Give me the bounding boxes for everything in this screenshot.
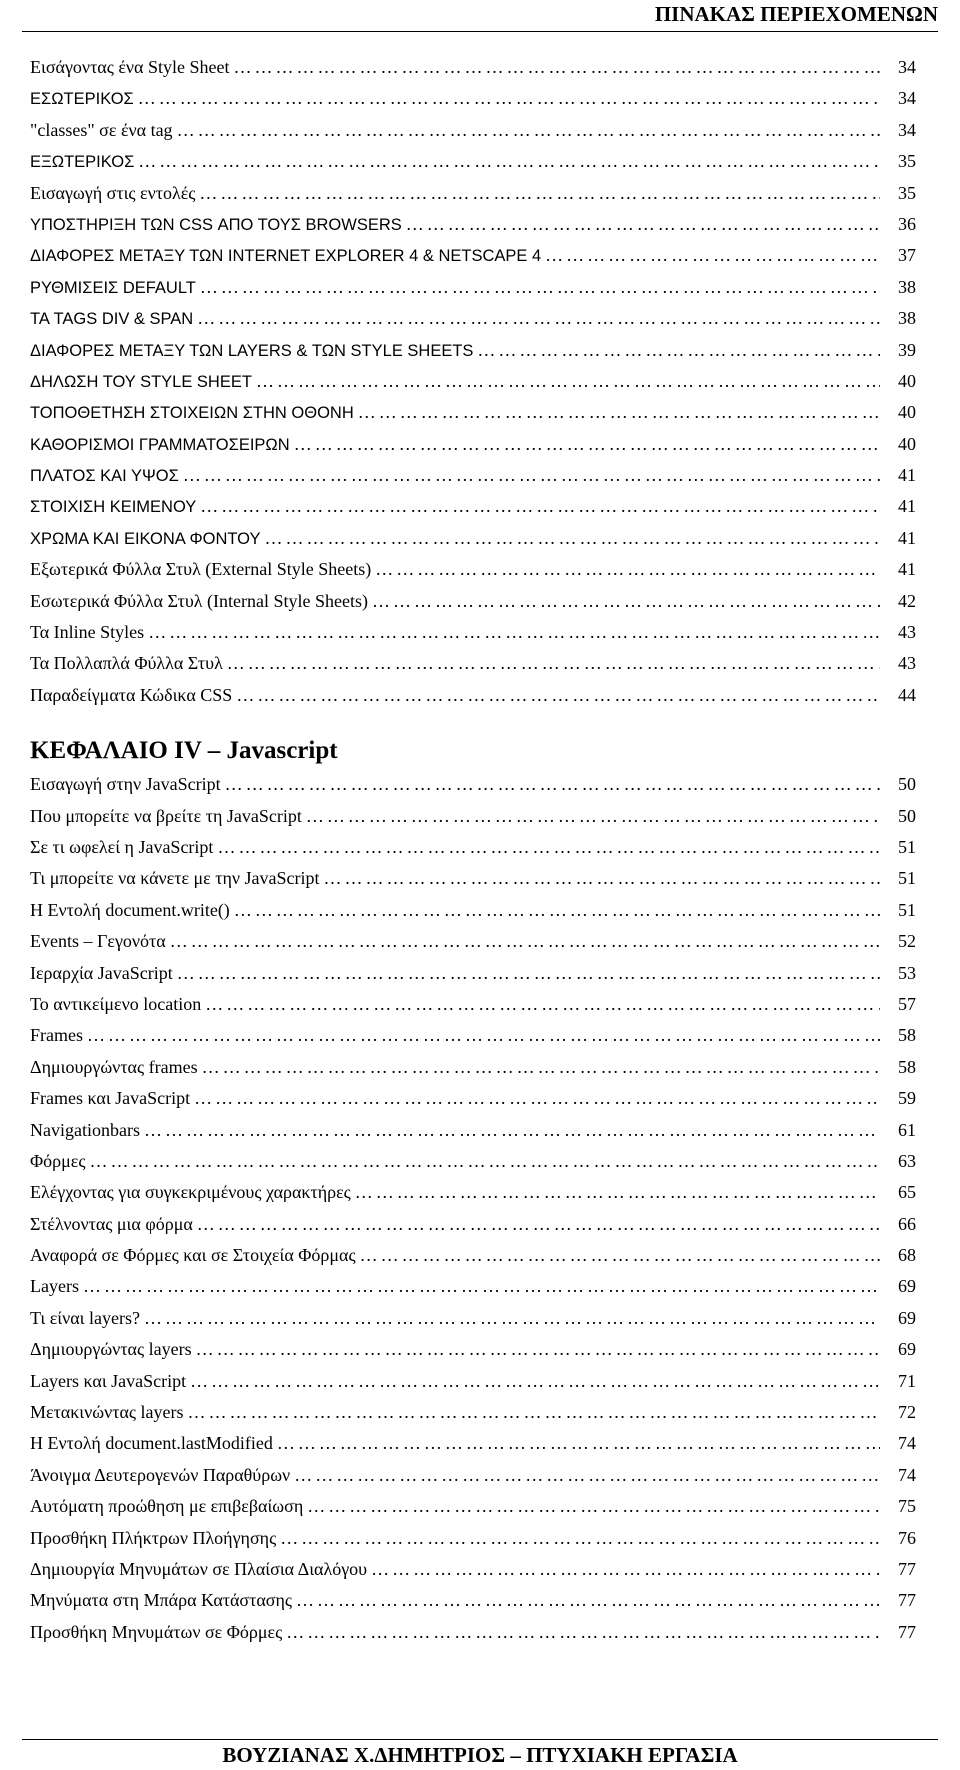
- toc-entry: [30, 83, 916, 114]
- toc-entry: [30, 648, 916, 679]
- toc-dot-leader: [371, 1554, 880, 1585]
- toc-page-number: 36: [898, 213, 916, 234]
- toc-entry: [30, 1523, 916, 1554]
- toc-page-number: 34: [898, 119, 916, 140]
- toc-page-number: 39: [898, 339, 916, 360]
- toc-entry-title: ΕΣΩΤΕΡΙΚΟΣ: [30, 90, 134, 109]
- toc-entry-title: ΠΛΑΤΟΣ ΚΑΙ ΥΨΟΣ: [30, 467, 179, 486]
- toc-dot-leader: [188, 1397, 880, 1428]
- toc-entry-title: Προσθήκη Πλήκτρων Πλοήγησης: [30, 1527, 277, 1548]
- toc-entry-title: Frames και JavaScript: [30, 1088, 191, 1109]
- toc-page-number: 66: [898, 1213, 916, 1234]
- toc-dot-leader: [307, 1491, 880, 1522]
- toc-entry-title: Ιεραρχία JavaScript: [30, 962, 173, 983]
- toc-page-number: 38: [898, 276, 916, 297]
- toc-entry-title: Σε τι ωφελεί η JavaScript: [30, 836, 214, 857]
- toc-entry-title: "classes" σε ένα tag: [30, 119, 173, 140]
- toc-page-number: 75: [898, 1496, 916, 1517]
- toc-entry-title: ΕΞΩΤΕΡΙΚΟΣ: [30, 153, 135, 172]
- toc-entry: [30, 1115, 916, 1146]
- toc-entry: [30, 178, 916, 209]
- toc-page-number: 40: [898, 433, 916, 454]
- toc-entry-title: Τι είναι layers?: [30, 1307, 140, 1328]
- toc-entry: [30, 366, 916, 397]
- toc-entry: [30, 586, 916, 617]
- toc-entry: [30, 1209, 916, 1240]
- toc-dot-leader: [358, 397, 880, 428]
- toc-entry: [30, 832, 916, 863]
- footer-divider: [22, 1739, 938, 1740]
- toc-page-number: 50: [898, 805, 916, 826]
- toc-entry-title: Η Εντολή document.write(): [30, 899, 230, 920]
- toc-page-number: 74: [898, 1433, 916, 1454]
- toc-entry: [30, 926, 916, 957]
- toc-page-number: 68: [898, 1245, 916, 1266]
- toc-dot-leader: [202, 1052, 880, 1083]
- toc-entry: [30, 863, 916, 894]
- toc-dot-leader: [138, 83, 880, 114]
- toc-dot-leader: [256, 366, 880, 397]
- toc-dot-leader: [277, 1428, 880, 1459]
- toc-entry-title: Εισαγωγή στην JavaScript: [30, 774, 221, 795]
- toc-dot-leader: [225, 769, 880, 800]
- toc-entry-title: Τα Inline Styles: [30, 622, 145, 643]
- toc-dot-leader: [190, 1366, 880, 1397]
- toc-dot-leader: [200, 491, 880, 522]
- toc-dot-leader: [355, 1177, 880, 1208]
- toc-entry: [30, 240, 916, 271]
- toc-entry-title: Που μπορείτε να βρείτε τη JavaScript: [30, 805, 302, 826]
- toc-entry-title: Τι μπορείτε να κάνετε με την JavaScript: [30, 868, 320, 889]
- toc-entry: [30, 523, 916, 554]
- toc-dot-leader: [197, 1209, 880, 1240]
- toc-entry: [30, 617, 916, 648]
- toc-dot-leader: [200, 272, 880, 303]
- toc-entry-title: Layers και JavaScript: [30, 1370, 187, 1391]
- toc-dot-leader: [83, 1271, 880, 1302]
- toc-entry: [30, 1460, 916, 1491]
- toc-entry: [30, 491, 916, 522]
- toc-entry-title: Η Εντολή document.lastModified: [30, 1433, 273, 1454]
- toc-entry-title: Events – Γεγονότα: [30, 931, 166, 952]
- toc-dot-leader: [545, 240, 880, 271]
- toc-page-number: 41: [898, 527, 916, 548]
- toc-entry-title: Εισάγοντας ένα Style Sheet: [30, 57, 230, 77]
- page-footer: ΒΟΥΖΙΑΝΑΣ Χ.ΔΗΜΗΤΡΙΟΣ – ΠΤΥΧΙΑΚΗ ΕΡΓΑΣΙΑ: [222, 1743, 738, 1767]
- toc-page-number: 41: [898, 496, 916, 517]
- toc-entry-title: Αναφορά σε Φόρμες και σε Στοιχεία Φόρμας: [30, 1245, 356, 1266]
- toc-entry: [30, 272, 916, 303]
- toc-page-number: 61: [898, 1119, 916, 1140]
- toc-dot-leader: [217, 832, 880, 863]
- toc-entry-title: Frames: [30, 1025, 83, 1046]
- toc-page-number: 37: [898, 245, 916, 266]
- toc-page-number: 71: [898, 1370, 916, 1391]
- toc-page-number: 52: [898, 931, 916, 952]
- toc-entry-title: ΡΥΘΜΙΣΕΙΣ DEFAULT: [30, 278, 196, 297]
- toc-dot-leader: [144, 1303, 880, 1334]
- toc-entry: [30, 1240, 916, 1271]
- toc-entry: [30, 801, 916, 832]
- toc-page-number: 42: [898, 590, 916, 611]
- toc-page-number: 77: [898, 1590, 916, 1611]
- toc-page-number: 43: [898, 653, 916, 674]
- toc-entry-title: Δημιουργία Μηνυμάτων σε Πλαίσια Διαλόγου: [30, 1558, 368, 1579]
- toc-page-number: 72: [898, 1402, 916, 1423]
- toc-page-number: 41: [898, 465, 916, 486]
- toc-dot-leader: [196, 1334, 880, 1365]
- toc-entry: [30, 895, 916, 926]
- toc-dot-leader: [197, 303, 880, 334]
- toc-page-number: 58: [898, 1056, 916, 1077]
- toc-page-number: 76: [898, 1527, 916, 1548]
- toc-entry-title: Εισαγωγή στις εντολές: [30, 182, 196, 203]
- toc-entry-title: Layers: [30, 1276, 79, 1297]
- toc-entry: [30, 1585, 916, 1616]
- toc-dot-leader: [205, 989, 880, 1020]
- toc-entry: [30, 1271, 916, 1302]
- toc-page-number: 40: [898, 370, 916, 391]
- toc-dot-leader: [144, 1115, 880, 1146]
- toc-entry-title: Άνοιγμα Δευτερογενών Παραθύρων: [30, 1464, 291, 1485]
- toc-entry: [30, 1428, 916, 1459]
- toc-entry: [30, 115, 916, 146]
- toc-page-number: 51: [898, 836, 916, 857]
- toc-entry: [30, 1554, 916, 1585]
- toc-page-number: 34: [898, 88, 916, 109]
- toc-page-number: 44: [898, 684, 916, 705]
- page-header: ΠΙΝΑΚΑΣ ΠΕΡΙΕΧΟΜΕΝΩΝ: [654, 2, 938, 26]
- toc-dot-leader: [406, 209, 880, 240]
- toc-entry: [30, 680, 916, 711]
- toc-entry-title: ΤΑ TAGS DIV & SPAN: [30, 310, 194, 329]
- toc-entry-title: Προσθήκη Μηνυμάτων σε Φόρμες: [30, 1621, 283, 1642]
- toc-entry-title: Μετακινώντας layers: [30, 1402, 184, 1423]
- toc-dot-leader: [375, 554, 880, 585]
- toc-page-number: 34: [898, 57, 916, 77]
- toc-entry: [30, 460, 916, 491]
- toc-page-number: 43: [898, 622, 916, 643]
- toc-dot-leader: [170, 926, 880, 957]
- toc-entry: [30, 769, 916, 800]
- toc-dot-leader: [177, 958, 880, 989]
- toc-entry-title: Εξωτερικά Φύλλα Στυλ (External Style Sheets): [30, 559, 372, 580]
- toc-entry-title: ΔΙΑΦΟΡΕΣ ΜΕΤΑΞΥ ΤΩΝ INTERNET EXPLORER 4 & NETSCAPE 4: [30, 247, 542, 266]
- toc-dot-leader: [234, 895, 880, 926]
- table-of-contents: [30, 52, 916, 1648]
- toc-entry: [30, 1177, 916, 1208]
- toc-page-number: 51: [898, 868, 916, 889]
- toc-entry-title: ΥΠΟΣΤΗΡΙΞΗ ΤΩΝ CSS ΑΠΟ ΤΟΥΣ BROWSERS: [30, 215, 402, 234]
- toc-page-number: 77: [898, 1621, 916, 1642]
- toc-page-number: 63: [898, 1150, 916, 1171]
- toc-dot-leader: [264, 523, 880, 554]
- toc-entry-title: Μηνύματα στη Μπάρα Κατάστασης: [30, 1590, 293, 1611]
- toc-entry-title: Δημιουργώντας frames: [30, 1056, 198, 1077]
- toc-entry: [30, 1020, 916, 1051]
- toc-dot-leader: [138, 146, 880, 177]
- toc-entry-title: Τα Πολλαπλά Φύλλα Στυλ: [30, 653, 223, 674]
- toc-page-number: 77: [898, 1558, 916, 1579]
- toc-entry: [30, 52, 916, 83]
- toc-entry: [30, 1083, 916, 1114]
- chapter-heading: ΚΕΦΑΛΑΙΟ IV – Javascript: [30, 737, 338, 765]
- toc-entry-title: Δημιουργώντας layers: [30, 1339, 192, 1360]
- toc-page-number: 53: [898, 962, 916, 983]
- toc-entry: [30, 303, 916, 334]
- toc-entry-title: ΚΑΘΟΡΙΣΜΟΙ ΓΡΑΜΜΑΤΟΣΕΙΡΩΝ: [30, 435, 290, 454]
- toc-entry-title: ΣΤΟΙΧΙΣΗ ΚΕΙΜΕΝΟΥ: [30, 498, 197, 517]
- toc-dot-leader: [294, 1460, 880, 1491]
- toc-entry-title: Αυτόματη προώθηση με επιβεβαίωση: [30, 1496, 304, 1517]
- toc-entry: [30, 146, 916, 177]
- toc-entry: [30, 429, 916, 460]
- toc-page-number: 35: [898, 182, 916, 203]
- toc-dot-leader: [280, 1523, 880, 1554]
- toc-entry-title: Παραδείγματα Κώδικα CSS: [30, 684, 233, 705]
- toc-page-number: 58: [898, 1025, 916, 1046]
- toc-dot-leader: [296, 1585, 880, 1616]
- toc-entry: [30, 1303, 916, 1334]
- toc-dot-leader: [477, 335, 880, 366]
- toc-dot-leader: [148, 617, 880, 648]
- toc-page-number: 41: [898, 559, 916, 580]
- toc-dot-leader: [372, 586, 880, 617]
- toc-dot-leader: [360, 1240, 880, 1271]
- toc-entry-title: ΤΟΠΟΘΕΤΗΣΗ ΣΤΟΙΧΕΙΩΝ ΣΤΗΝ ΟΘΟΝΗ: [30, 404, 354, 423]
- toc-entry: [30, 554, 916, 585]
- toc-page-number: 57: [898, 993, 916, 1014]
- toc-page-number: 38: [898, 308, 916, 329]
- toc-section-javascript: [30, 769, 916, 1648]
- toc-entry: [30, 209, 916, 240]
- toc-entry: [30, 989, 916, 1020]
- toc-entry: [30, 1146, 916, 1177]
- toc-section-css: [30, 52, 916, 711]
- toc-page-number: 35: [898, 151, 916, 172]
- toc-page-number: 65: [898, 1182, 916, 1203]
- toc-entry-title: ΔΗΛΩΣΗ ΤΟΥ STYLE SHEET: [30, 372, 252, 391]
- toc-entry: [30, 335, 916, 366]
- toc-entry-title: ΔΙΑΦΟΡΕΣ ΜΕΤΑΞΥ ΤΩΝ LAYERS & ΤΩΝ STYLE SHEETS: [30, 341, 474, 360]
- toc-dot-leader: [199, 178, 880, 209]
- toc-dot-leader: [233, 52, 880, 83]
- toc-entry-title: Εσωτερικά Φύλλα Στυλ (Internal Style Sheets): [30, 590, 368, 611]
- toc-entry: [30, 958, 916, 989]
- toc-dot-leader: [236, 680, 880, 711]
- toc-entry: [30, 1491, 916, 1522]
- toc-dot-leader: [227, 648, 880, 679]
- toc-entry-title: Navigationbars: [30, 1119, 140, 1140]
- toc-dot-leader: [324, 863, 881, 894]
- toc-entry-title: Φόρμες: [30, 1150, 86, 1171]
- toc-page-number: 51: [898, 899, 916, 920]
- header-divider: [22, 31, 938, 32]
- toc-entry: [30, 397, 916, 428]
- toc-page-number: 59: [898, 1088, 916, 1109]
- toc-entry: [30, 1052, 916, 1083]
- toc-dot-leader: [87, 1020, 880, 1051]
- toc-dot-leader: [177, 115, 880, 146]
- toc-entry-title: Ελέγχοντας για συγκεκριμένους χαρακτήρες: [30, 1182, 351, 1203]
- toc-entry: [30, 1334, 916, 1365]
- toc-page-number: 69: [898, 1276, 916, 1297]
- toc-entry: [30, 1366, 916, 1397]
- toc-dot-leader: [294, 429, 880, 460]
- toc-page-number: 69: [898, 1339, 916, 1360]
- toc-page-number: 74: [898, 1464, 916, 1485]
- toc-entry-title: Το αντικείμενο location: [30, 993, 202, 1014]
- toc-page-number: 69: [898, 1307, 916, 1328]
- toc-dot-leader: [89, 1146, 880, 1177]
- toc-dot-leader: [286, 1617, 880, 1648]
- toc-page-number: 40: [898, 402, 916, 423]
- toc-entry-title: ΧΡΩΜΑ ΚΑΙ ΕΙΚΟΝΑ ΦΟΝΤΟΥ: [30, 529, 261, 548]
- toc-entry: [30, 1397, 916, 1428]
- toc-entry-title: Στέλνοντας μια φόρμα: [30, 1213, 193, 1234]
- toc-entry: [30, 1617, 916, 1648]
- toc-dot-leader: [183, 460, 880, 491]
- toc-dot-leader: [194, 1083, 880, 1114]
- toc-page-number: 50: [898, 774, 916, 795]
- toc-dot-leader: [306, 801, 880, 832]
